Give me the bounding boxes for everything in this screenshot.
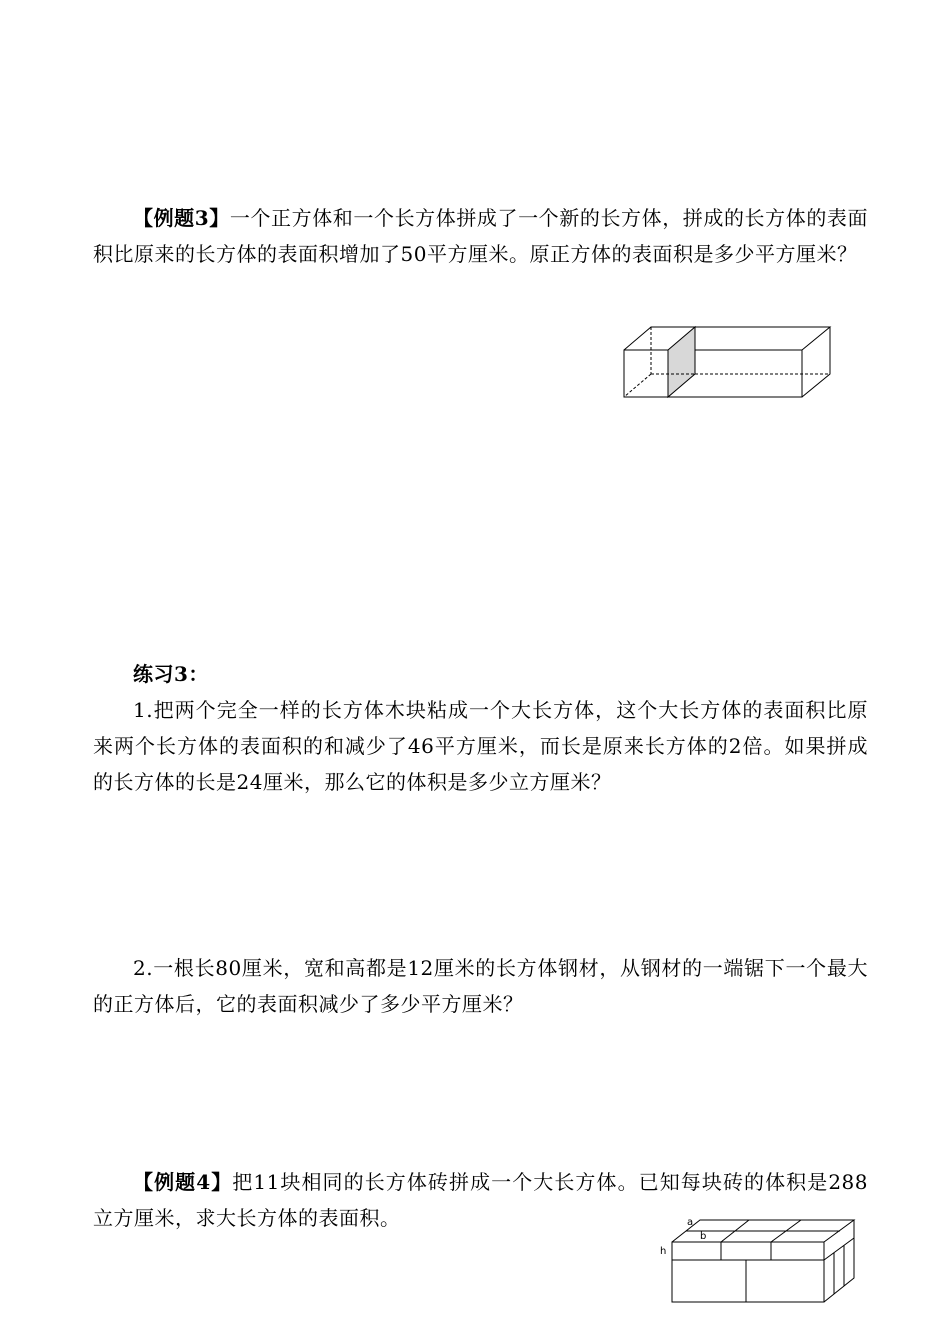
label-b: b (700, 1231, 707, 1242)
practice-3-question-2: 2.一根长80厘米，宽和高都是12厘米的长方体钢材，从钢材的一端锯下一个最大的正方体后，它的表面积减少了多少平方厘米？ (93, 956, 868, 1016)
example-3-text: 一个正方体和一个长方体拼成了一个新的长方体，拼成的长方体的表面积比原来的长方体的表面积增加了50平方厘米。原正方体的表面积是多少平方厘米？ (93, 206, 868, 266)
practice-3-question-1: 1.把两个完全一样的长方体木块粘成一个大长方体，这个大长方体的表面积比原来两个长方体的表面积的和减少了46平方厘米，而长是原来长方体的2倍。如果拼成的长方体的长是24厘米，那么它的体积是多少立方厘米？ (93, 698, 868, 794)
example-3-label: 【例题3】 (133, 206, 230, 230)
label-h: h (660, 1246, 667, 1257)
example-4-text: 把11块相同的长方体砖拼成一个大长方体。已知每块砖的体积是288立方厘米，求大长方体的表面积。 (93, 1170, 869, 1230)
cube-cuboid-figure (620, 322, 836, 402)
label-a: a (687, 1217, 694, 1228)
example-4-label: 【例题4】 (133, 1170, 233, 1194)
example-3-problem (93, 200, 868, 272)
practice-3-heading: 练习3： (133, 662, 209, 686)
brick-stack-figure (656, 1212, 866, 1306)
